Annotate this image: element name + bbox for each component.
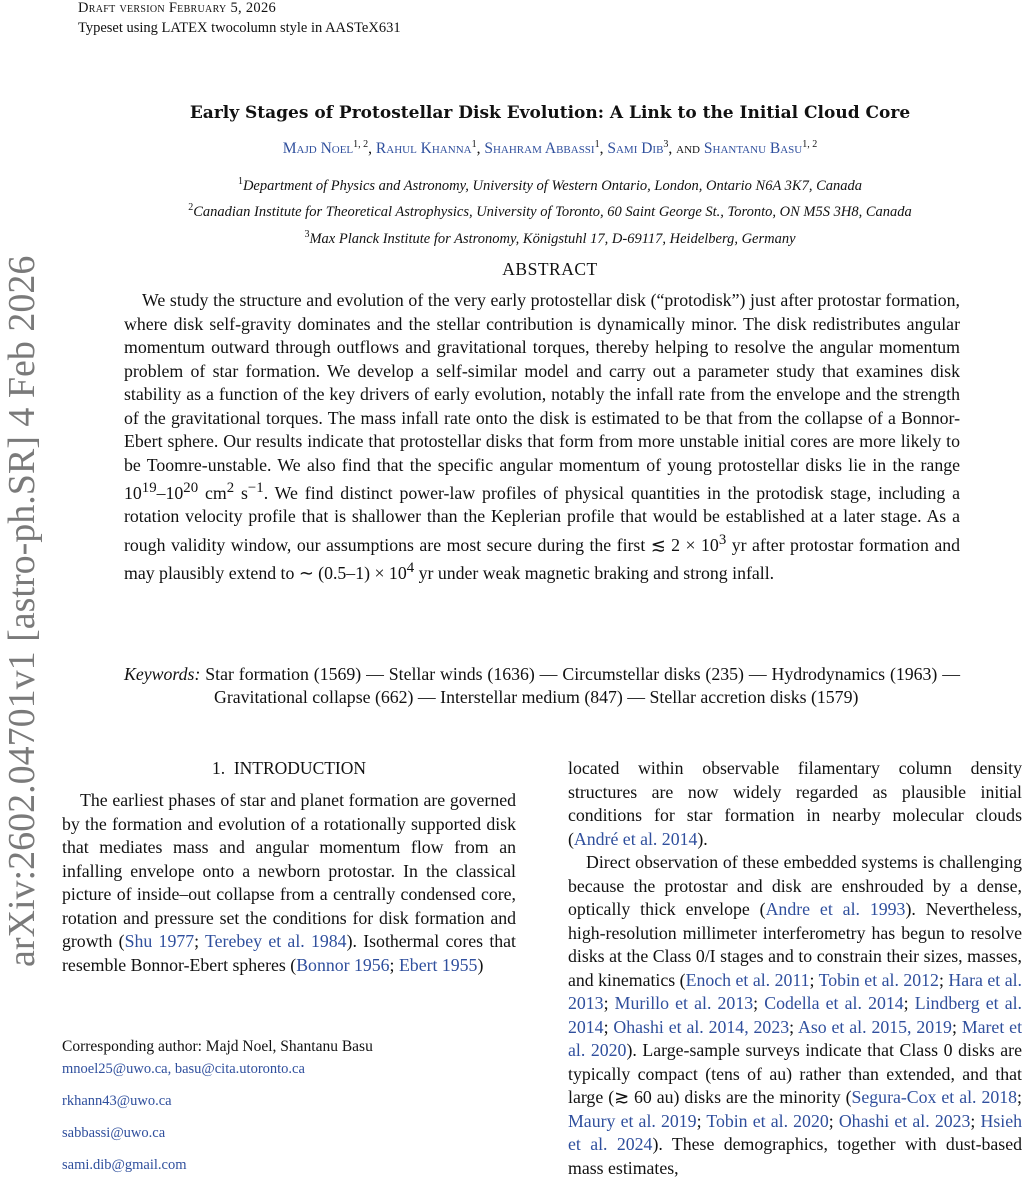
intro-left-column bbox=[62, 789, 516, 977]
author-list: Majd Noel$^{1, 2}$, Rahul Khanna$^1$, Shahram Abbassi$^1$, Sami Dib$^3$, and Shantanu Basu$^{1, 2}$ bbox=[282, 139, 818, 158]
affiliation-num: 2 bbox=[188, 202, 194, 214]
abstract-span: yr under weak magnetic braking and strong infall. bbox=[414, 563, 775, 584]
keywords bbox=[124, 663, 960, 708]
abstract-sup: 2 bbox=[226, 480, 235, 496]
author-link[interactable]: Sami Dib bbox=[607, 140, 664, 158]
citation-link[interactable]: André et al. 2014 bbox=[573, 828, 698, 849]
arxiv-stamp: arXiv:2602.04701v1 [astro-ph.SR] 4 Feb 2026 bbox=[1, 255, 43, 967]
email-link[interactable]: sami.dib@gmail.com bbox=[62, 1157, 187, 1173]
intro-right-column bbox=[568, 757, 1022, 1180]
body-text: ) bbox=[477, 954, 484, 975]
email-link[interactable]: mnoel25@uwo.ca, basu@cita.utoronto.ca bbox=[62, 1061, 305, 1077]
abstract-span: . We find distinct power-law profiles of physical quantities in the protodisk stage, including a rotation velocity profile that is shallower than the Keplerian profile that would be established at a later stage. As a rough validity window, our assumptions are most secure during the first ≲ 2 × 10 bbox=[124, 482, 960, 555]
abstract-sup: −1 bbox=[247, 480, 264, 496]
keywords-list: Star formation (1569) — Stellar winds (1636) — Circumstellar disks (235) — Hydrodynamics (1963) — Gravitational collapse (662) — Interstellar medium (847) — Stellar accretion disks (1579) bbox=[205, 664, 961, 707]
paragraph: Direct observation of these embedded systems is challenging because the protostar and disk are enshrouded by a dense, optically thick envelope (Andre et al. 1993). Nevertheless, high-resolution millimeter interferometry has begun to resolve disks at the Class 0/I stages and to constrain their sizes, masses, and kinematics (Enoch et al. 2011; Tobin et al. 2012; Hara et al. 2013; Murillo et al. 2013; Codella et al. 2014; Lindberg et al. 2014; Ohashi et al. 2014, 2023; Aso et al. 2015, 2019; Maret et al. 2020). Large-sample surveys indicate that Class 0 disks are typically compact (tens of au) rather than extended, and that large (≳ 60 au) disks are the minority (Segura-Cox et al. 2018; Maury et al. 2019; Tobin et al. 2020; Ohashi et al. 2023; Hsieh et al. 2024). These demographics, together with dust-based mass estimates, bbox=[568, 852, 1023, 1178]
abstract-span: We study the structure and evolution of the very early protostellar disk (“protodisk”) just after protostar formation, where disk self-gravity dominates and the stellar contribution is dynamically minor. The disk redistributes angular momentum outward through outflows and gravitational torques, thereby helping to resolve the angular momentum problem of star formation. We develop a self-similar model and carry out a parameter study that examines disk stability as a function of the key drivers of early evolution, notably the infall rate from the envelope and the strength of the gravitational torques. The mass infall rate onto the disk is estimated to be that from the collapse of a Bonnor-Ebert sphere. Our results indicate that protostellar disks that form from more unstable initial cores are more likely to be Toomre-unstable. We also find that the specific angular momentum of young protostellar disks lie in the range 10 bbox=[124, 290, 960, 503]
citation-link[interactable]: Tobin et al. 2012 bbox=[818, 969, 939, 990]
author-sup: 1, 2 bbox=[353, 139, 369, 150]
affiliation bbox=[80, 224, 1020, 250]
citation-link[interactable]: Hara et al. 2013 bbox=[568, 969, 1022, 1013]
citation-link[interactable]: Terebey et al. 1984 bbox=[205, 931, 347, 951]
author-and: and bbox=[676, 140, 701, 158]
body-text: ). bbox=[697, 828, 708, 849]
footnote bbox=[62, 1038, 516, 1188]
section-title: INTRODUCTION bbox=[233, 758, 367, 778]
affiliation-text: Max Planck Institute for Astronomy, Königstuhl 17, D-69117, Heidelberg, Germany bbox=[309, 230, 796, 247]
body-text: ). These demographics, together with dust-based mass estimates, bbox=[568, 1134, 1022, 1178]
page-header bbox=[78, 0, 401, 38]
citation-link[interactable]: Ebert 1955 bbox=[398, 954, 478, 975]
abstract-heading: ABSTRACT bbox=[502, 259, 598, 279]
citation-link[interactable]: Maret et al. 2020 bbox=[568, 1016, 1023, 1060]
citation-link[interactable]: Ohashi et al. 2023 bbox=[838, 1110, 971, 1131]
affiliation-text: Canadian Institute for Theoretical Astrophysics, University of Toronto, 60 Saint George St., Toronto, ON M5S 3H8, Canada bbox=[193, 204, 912, 221]
body-text: ; bbox=[194, 931, 206, 951]
affiliation-num: 3 bbox=[304, 228, 310, 240]
body-text: ). Isothermal cores that resemble Bonnor-Ebert spheres ( bbox=[62, 931, 516, 975]
body-text: located within observable filamentary column density structures are now widely regarded as plausible initial conditions for star formation in nearby molecular clouds ( bbox=[568, 758, 1022, 849]
body-text: The earliest phases of star and planet formation are governed by the formation and evolution of a rotationally supported disk that mediates mass and angular momentum flow from an infalling envelope onto a newborn protostar. In the classical picture of inside–out collapse from a centrally condensed core, rotation and pressure set the conditions for disk formation and growth ( bbox=[62, 790, 516, 951]
section-heading bbox=[62, 758, 516, 779]
section-number: 1. bbox=[211, 758, 226, 778]
abstract-span: –10 bbox=[156, 482, 184, 503]
body-text: ). Large-sample surveys indicate that Class 0 disks are typically compact (tens of au) rather than extended, and that large (≳ 60 au) disks are the minority ( bbox=[568, 1040, 1022, 1107]
author-link[interactable]: Rahul Khanna bbox=[375, 140, 472, 158]
author-link[interactable]: Shahram Abbassi bbox=[484, 140, 595, 158]
abstract-span: s bbox=[234, 482, 248, 503]
author-sup: 1 bbox=[471, 139, 477, 150]
paragraph bbox=[568, 757, 1022, 851]
body-text: ; bbox=[389, 954, 399, 975]
author-sup: 1 bbox=[594, 139, 600, 150]
citation-link[interactable]: Andre et al. 1993 bbox=[765, 899, 906, 919]
citation-link[interactable]: Segura-Cox et al. 2018 bbox=[851, 1087, 1018, 1107]
email-link[interactable]: rkhann43@uwo.ca bbox=[62, 1093, 172, 1109]
affiliation bbox=[80, 171, 1020, 197]
abstract-sup: 4 bbox=[406, 560, 415, 577]
abstract-text bbox=[124, 289, 960, 586]
affiliation-num: 1 bbox=[237, 176, 243, 187]
affiliations bbox=[80, 171, 1020, 250]
abstract-sup: 19 bbox=[141, 480, 157, 496]
abstract-sup: 3 bbox=[718, 531, 727, 548]
abstract-span: yr after protostar formation and may plausibly extend to ∼ (0.5–1) × 10 bbox=[124, 534, 961, 584]
citation-link[interactable]: Bonnor 1956 bbox=[296, 954, 390, 975]
citation-link[interactable]: Tobin et al. 2020 bbox=[706, 1110, 829, 1131]
affiliation bbox=[80, 197, 1020, 223]
author-link[interactable]: Majd Noel bbox=[282, 140, 354, 158]
email-link[interactable]: sabbassi@uwo.ca bbox=[62, 1125, 166, 1141]
body-text: ). Nevertheless, high-resolution millimeter interferometry has begun to resolve disks at the Class 0/I stages and to constrain their sizes, masses, and kinematics ( bbox=[568, 899, 1022, 990]
author-sup: 1, 2 bbox=[802, 139, 818, 150]
typeset-line: Typeset using LATEX twocolumn style in AASTeX631 bbox=[78, 20, 401, 36]
affiliation-text: Department of Physics and Astronomy, University of Western Ontario, London, Ontario N6A 3K7, Canada bbox=[242, 177, 863, 194]
citation-link[interactable]: Ohashi et al. 2014, 2023 bbox=[613, 1016, 790, 1037]
citation-link[interactable]: Enoch et al. 2011 bbox=[685, 969, 810, 990]
author-sup: 3 bbox=[663, 139, 669, 150]
citation-link[interactable]: Maury et al. 2019 bbox=[568, 1110, 697, 1131]
keywords-label: Keywords: bbox=[124, 664, 201, 684]
abstract-sup: 20 bbox=[183, 480, 199, 496]
body-text: Direct observation of these embedded systems is challenging because the protostar and disk are enshrouded by a dense, optically thick envelope ( bbox=[568, 852, 1022, 919]
author-link[interactable]: Shantanu Basu bbox=[703, 140, 803, 158]
draft-version: Draft version February 5, 2026 bbox=[78, 0, 277, 16]
citation-link[interactable]: Aso et al. 2015, 2019 bbox=[797, 1016, 952, 1037]
citation-link[interactable]: Murillo et al. 2013 bbox=[614, 993, 754, 1013]
paper-title: Early Stages of Protostellar Disk Evolution: A Link to the Initial Cloud Core bbox=[189, 103, 911, 123]
abstract-span: cm bbox=[198, 482, 227, 503]
citation-link[interactable]: Hsieh et al. 2024 bbox=[568, 1110, 1022, 1154]
corresponding-author: Corresponding author: Majd Noel, Shantanu Basu bbox=[62, 1038, 373, 1055]
citation-link[interactable]: Codella et al. 2014 bbox=[764, 993, 904, 1013]
citation-link[interactable]: Shu 1977 bbox=[124, 931, 195, 951]
citation-link[interactable]: Lindberg et al. 2014 bbox=[568, 993, 1022, 1037]
